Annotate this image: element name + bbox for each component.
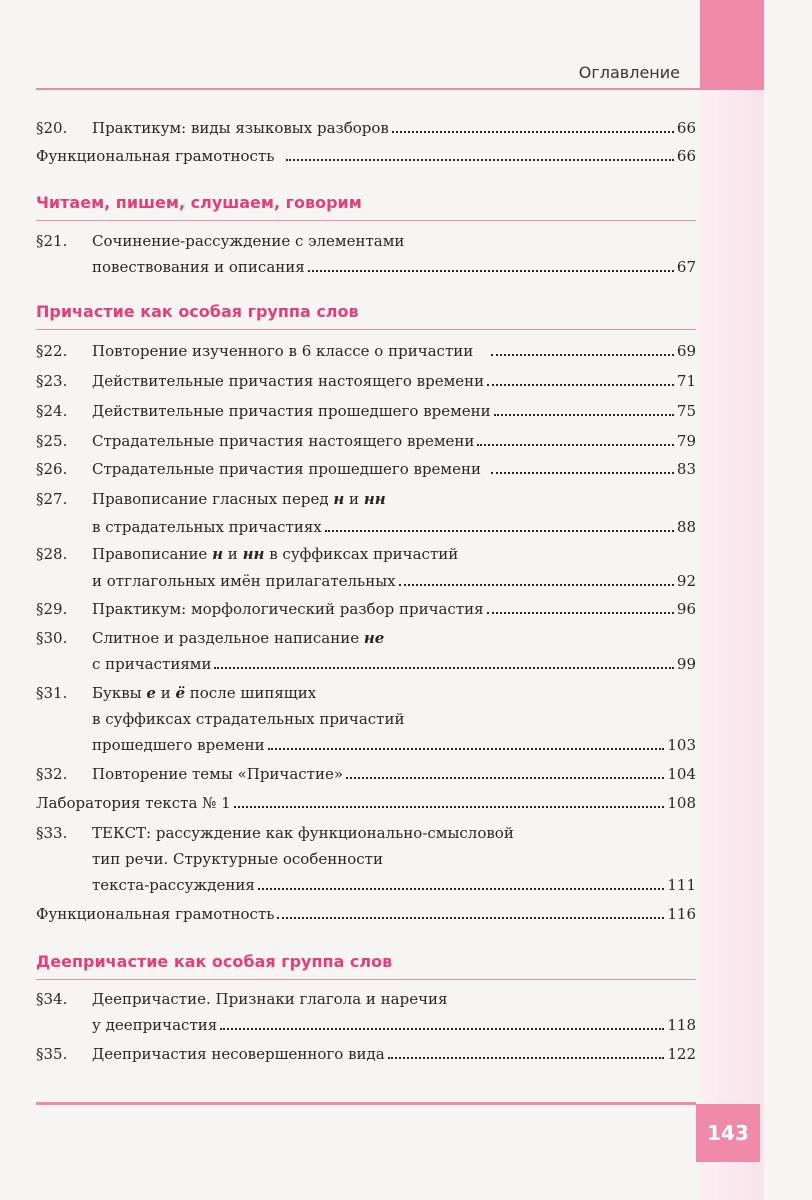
entry-page: 67 — [676, 258, 696, 276]
entry-page: 96 — [676, 600, 696, 618]
entry-page: 103 — [667, 736, 696, 754]
section-rule — [36, 979, 696, 980]
letter-n: н — [333, 490, 345, 508]
entry-number: §24. — [36, 402, 68, 420]
entry-title: Страдательные причастия прошедшего времени — [92, 460, 481, 478]
page-number: 143 — [707, 1121, 749, 1145]
running-header: Оглавление — [578, 63, 680, 82]
toc-entry-24[interactable] — [36, 400, 696, 422]
entry-page: 116 — [667, 905, 696, 923]
toc-entry-21-line1[interactable] — [36, 230, 696, 252]
entry-title: Практикум: морфологический разбор причастия — [92, 600, 484, 618]
entry-number: §34. — [36, 990, 68, 1008]
entry-title: Функциональная грамотность — [36, 905, 275, 923]
section-rule — [36, 329, 696, 330]
entry-number: §20. — [36, 119, 68, 137]
section-rule — [36, 220, 696, 221]
letter-nn: нн — [363, 490, 386, 508]
particle-ne: не — [363, 629, 385, 647]
letter-e: е — [146, 684, 156, 702]
entry-number: §30. — [36, 629, 68, 647]
leader-dots — [399, 570, 674, 586]
leader-dots — [487, 370, 674, 386]
toc-entry-30-line1[interactable] — [36, 627, 696, 649]
entry-page: 66 — [676, 147, 696, 165]
entry-page: 118 — [667, 1016, 696, 1034]
entry-title: Повторение изученного в 6 классе о причастии — [92, 342, 474, 360]
toc-entry-33-line2[interactable] — [92, 848, 696, 870]
leader-dots — [325, 516, 674, 532]
entry-title: Лаборатория текста № 1 — [36, 794, 231, 812]
toc-entry-30-line2[interactable] — [92, 653, 696, 675]
entry-title: Правописание гласных перед н и нн — [92, 490, 386, 508]
header-rule — [36, 88, 700, 90]
letter-n: н — [212, 545, 224, 563]
entry-title-cont: повествования и описания — [92, 258, 305, 276]
entry-page: 75 — [676, 402, 696, 420]
footer-rule — [36, 1102, 696, 1105]
leader-dots — [491, 458, 674, 474]
entry-number: §33. — [36, 824, 68, 842]
leader-dots — [388, 1043, 665, 1059]
entry-number: §31. — [36, 684, 68, 702]
entry-title-cont: тип речи. Структурные особенности — [92, 850, 383, 868]
entry-page: 88 — [676, 518, 696, 536]
toc-entry-28-line1[interactable] — [36, 543, 696, 565]
entry-number: §35. — [36, 1045, 68, 1063]
entry-page: 122 — [667, 1045, 696, 1063]
entry-page: 66 — [676, 119, 696, 137]
toc-entry-31-line3[interactable] — [92, 734, 696, 756]
toc-entry-27-line1[interactable] — [36, 488, 696, 510]
leader-dots — [286, 145, 673, 161]
entry-page: 92 — [676, 572, 696, 590]
letter-yo: ё — [175, 684, 186, 702]
leader-dots — [220, 1014, 664, 1030]
toc-entry-21-line2[interactable] — [92, 256, 696, 278]
entry-title-cont: у деепричастия — [92, 1016, 218, 1034]
entry-title: Практикум: виды языковых разборов — [92, 119, 389, 137]
entry-page: 71 — [676, 372, 696, 390]
section-title-verbal-adverb: Деепричастие как особая группа слов — [36, 952, 393, 971]
entry-title: ТЕКСТ: рассуждение как функционально-смысловой — [92, 824, 514, 842]
entry-number: §22. — [36, 342, 68, 360]
leader-dots — [268, 734, 665, 750]
section-title-reading: Читаем, пишем, слушаем, говорим — [36, 193, 362, 212]
leader-dots — [258, 874, 665, 890]
toc-entry-26[interactable] — [36, 458, 696, 480]
leader-dots — [234, 792, 665, 808]
entry-title: Деепричастия несовершенного вида — [92, 1045, 385, 1063]
entry-number: §27. — [36, 490, 68, 508]
toc-entry-23[interactable] — [36, 370, 696, 392]
toc-entry-34-line1[interactable] — [36, 988, 696, 1010]
entry-title-cont: текста-рассуждения — [92, 876, 255, 894]
entry-page: 79 — [676, 432, 696, 450]
toc-entry-25[interactable] — [36, 430, 696, 452]
leader-dots — [494, 400, 674, 416]
entry-title: Действительные причастия прошедшего времени — [92, 402, 491, 420]
toc-entry-31-line2[interactable] — [92, 708, 696, 730]
toc-entry-28-line2[interactable] — [92, 570, 696, 592]
entry-title: Деепричастие. Признаки глагола и наречия — [92, 990, 448, 1008]
entry-page: 69 — [676, 342, 696, 360]
toc-entry-35[interactable] — [36, 1043, 696, 1065]
toc-entry-functional-literacy-1[interactable] — [36, 145, 696, 167]
entry-title-cont: и отглагольных имён прилагательных — [92, 572, 396, 590]
entry-number: §32. — [36, 765, 68, 783]
entry-page: 83 — [676, 460, 696, 478]
entry-number: §28. — [36, 545, 68, 563]
entry-number: §21. — [36, 232, 68, 250]
entry-title-cont: с причастиями — [92, 655, 212, 673]
margin-band — [700, 0, 764, 1200]
toc-entry-29[interactable] — [36, 598, 696, 620]
leader-dots — [491, 340, 674, 356]
leader-dots — [346, 763, 664, 779]
entry-title: Страдательные причастия настоящего времени — [92, 432, 475, 450]
entry-title: Функциональная грамотность — [36, 147, 275, 165]
toc-entry-33-line3[interactable] — [92, 874, 696, 896]
section-title-participle: Причастие как особая группа слов — [36, 302, 359, 321]
entry-title-cont: в суффиксах страдательных причастий — [92, 710, 405, 728]
leader-dots — [392, 117, 674, 133]
toc-entry-32[interactable] — [36, 763, 696, 785]
entry-number: §25. — [36, 432, 68, 450]
entry-page: 108 — [667, 794, 696, 812]
entry-page: 99 — [676, 655, 696, 673]
toc-entry-20[interactable] — [36, 117, 696, 139]
entry-title: Повторение темы «Причастие» — [92, 765, 344, 783]
toc-entry-27-line2[interactable] — [92, 516, 696, 538]
entry-title-cont: прошедшего времени — [92, 736, 265, 754]
entry-title: Сочинение-рассуждение с элементами — [92, 232, 405, 250]
entry-page: 104 — [667, 765, 696, 783]
entry-title-cont: в страдательных причастиях — [92, 518, 322, 536]
entry-title: Действительные причастия настоящего времени — [92, 372, 485, 390]
entry-title: Буквы е и ё после шипящих — [92, 684, 317, 702]
toc-entry-text-lab-1[interactable] — [36, 792, 696, 814]
leader-dots — [477, 430, 673, 446]
entry-number: §29. — [36, 600, 68, 618]
entry-title: Слитное и раздельное написание не — [92, 629, 385, 647]
toc-entry-34-line2[interactable] — [92, 1014, 696, 1036]
toc-entry-22[interactable] — [36, 340, 696, 362]
entry-number: §26. — [36, 460, 68, 478]
entry-number: §23. — [36, 372, 68, 390]
leader-dots — [487, 598, 674, 614]
leader-dots — [214, 653, 673, 669]
toc-entry-33-line1[interactable] — [36, 822, 696, 844]
toc-entry-31-line1[interactable] — [36, 682, 696, 704]
entry-title: Правописание н и нн в суффиксах причастий — [92, 545, 459, 563]
header-tab — [700, 0, 764, 90]
leader-dots — [308, 256, 674, 272]
leader-dots — [277, 903, 664, 919]
toc-entry-functional-literacy-2[interactable] — [36, 903, 696, 925]
entry-page: 111 — [667, 876, 696, 894]
letter-nn: нн — [242, 545, 265, 563]
